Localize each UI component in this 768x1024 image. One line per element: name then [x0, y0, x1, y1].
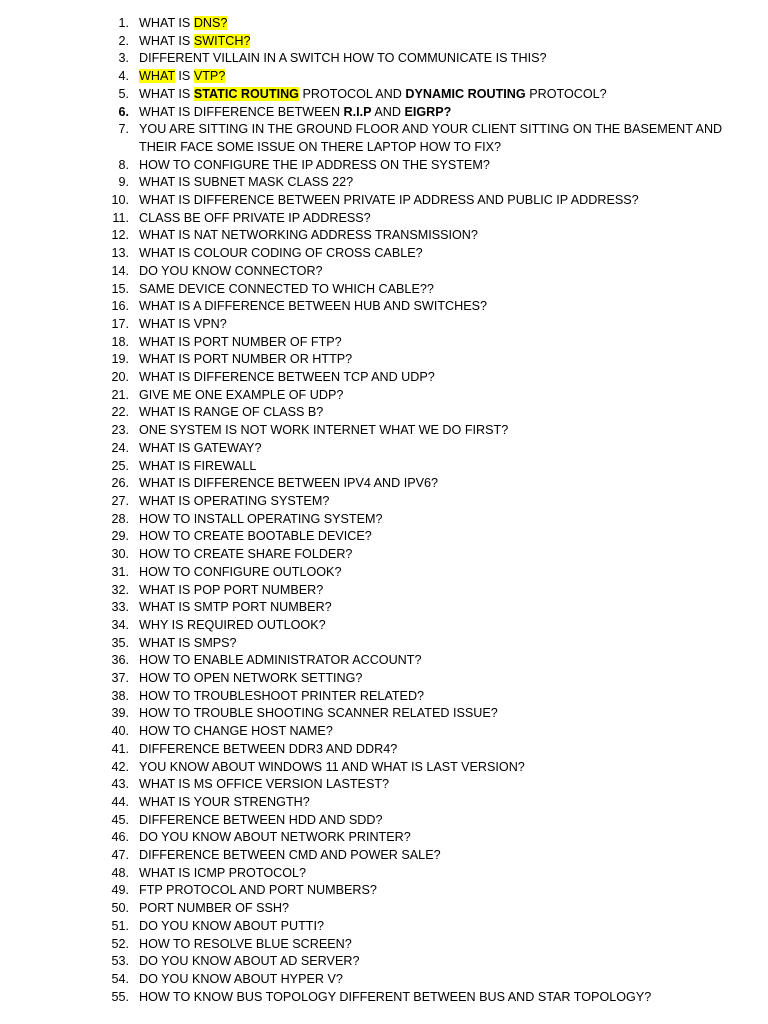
question-item — [109, 688, 759, 706]
question-text — [139, 618, 326, 632]
question-text — [139, 689, 424, 703]
question-text — [139, 529, 372, 543]
question-number: 48. — [111, 865, 129, 880]
question-text-segment: DIFFERENCE BETWEEN DDR3 AND DDR4? — [139, 741, 398, 756]
question-list — [109, 15, 759, 1006]
question-text — [139, 813, 383, 827]
question-item — [109, 776, 759, 794]
question-text-segment: HOW TO TROUBLE SHOOTING SCANNER RELATED ISSUE? — [139, 706, 498, 721]
question-number: 3. — [118, 51, 129, 66]
question-number: 5. — [118, 86, 129, 101]
question-number: 40. — [111, 724, 129, 739]
question-item — [109, 15, 759, 33]
question-text-segment: WHAT IS VPN? — [139, 316, 227, 331]
question-item — [109, 900, 759, 918]
question-number: 38. — [111, 688, 129, 703]
question-text — [139, 264, 323, 278]
question-number: 31. — [111, 564, 129, 579]
question-text — [139, 175, 353, 189]
question-text-segment: WHAT IS — [139, 16, 194, 30]
question-number: 36. — [111, 653, 129, 668]
question-number: 27. — [111, 493, 129, 508]
question-item — [109, 404, 759, 422]
question-text-segment: DIFFERENCE BETWEEN CMD AND POWER SALE? — [139, 848, 441, 863]
question-text — [139, 282, 434, 296]
question-text-segment: PROTOCOL AND — [298, 86, 406, 101]
question-text-segment: FTP PROTOCOL AND PORT NUMBERS? — [139, 883, 377, 898]
question-number: 35. — [111, 635, 129, 650]
question-item — [109, 157, 759, 175]
question-number: 49. — [111, 883, 129, 898]
question-text-segment: HOW TO RESOLVE BLUE SCREEN? — [139, 936, 352, 951]
question-text — [139, 370, 435, 384]
question-text — [139, 866, 306, 880]
question-text-segment: WHAT IS SMPS? — [139, 635, 237, 650]
question-item — [109, 564, 759, 582]
question-text — [139, 87, 607, 101]
question-item — [109, 599, 759, 617]
question-text-segment: WHY IS REQUIRED OUTLOOK? — [139, 617, 326, 632]
question-text — [139, 51, 546, 65]
bold-text: R.I.P — [343, 104, 372, 119]
question-number: 14. — [111, 263, 129, 278]
question-number: 41. — [111, 741, 129, 756]
question-text — [139, 671, 362, 685]
question-text — [139, 512, 383, 526]
question-text — [139, 972, 343, 986]
highlighted-text: STATIC ROUTING — [193, 86, 299, 101]
question-text — [139, 848, 441, 862]
question-item — [109, 387, 759, 405]
question-number: 30. — [111, 547, 129, 562]
question-item — [109, 847, 759, 865]
question-item — [109, 458, 759, 476]
question-text-segment: GIVE ME ONE EXAMPLE OF UDP? — [139, 387, 344, 402]
question-number: 32. — [111, 582, 129, 597]
question-number: 16. — [111, 299, 129, 314]
question-item — [109, 528, 759, 546]
question-text — [139, 636, 237, 650]
question-number: 50. — [111, 901, 129, 916]
question-item — [109, 316, 759, 334]
question-item — [109, 351, 759, 369]
question-number: 4. — [118, 69, 129, 84]
question-number: 29. — [111, 529, 129, 544]
question-text — [139, 547, 352, 561]
question-item — [109, 812, 759, 830]
question-text — [139, 228, 478, 242]
bold-text: EIGRP? — [404, 104, 452, 119]
question-number: 34. — [111, 617, 129, 632]
question-text-segment: WHAT IS A DIFFERENCE BETWEEN HUB AND SWITCHES? — [139, 299, 488, 314]
question-number: 43. — [111, 777, 129, 792]
question-item — [109, 440, 759, 458]
question-item — [109, 281, 759, 299]
question-text — [139, 706, 498, 720]
question-number: 2. — [118, 33, 129, 48]
question-text-segment: WHAT IS PORT NUMBER OR HTTP? — [139, 352, 353, 367]
question-text-segment: WHAT IS OPERATING SYSTEM? — [139, 493, 330, 508]
question-item — [109, 794, 759, 812]
question-text — [139, 246, 423, 260]
question-item — [109, 263, 759, 281]
question-item — [109, 882, 759, 900]
question-item — [109, 422, 759, 440]
question-item — [109, 953, 759, 971]
question-text — [139, 441, 261, 455]
question-number: 1. — [118, 16, 129, 30]
question-item — [109, 759, 759, 777]
question-text-segment: WHAT IS DIFFERENCE BETWEEN PRIVATE IP ADDRESS AND PUBLIC IP ADDRESS? — [139, 193, 639, 208]
question-text-segment: YOU ARE SITTING IN THE GROUND FLOOR AND YOUR CLIENT SITTING ON THE BASEMENT AND THEIR FACE SOME ISSUE ON THERE LAPTOP HOW TO FIX? — [139, 122, 723, 154]
question-number: 23. — [111, 423, 129, 438]
question-number: 20. — [111, 370, 129, 385]
question-number: 53. — [111, 954, 129, 969]
question-item — [109, 192, 759, 210]
question-text-segment: WHAT IS YOUR STRENGTH? — [139, 794, 310, 809]
question-item — [109, 511, 759, 529]
question-item — [109, 121, 759, 156]
question-text — [139, 34, 250, 48]
question-item — [109, 369, 759, 387]
question-number: 9. — [118, 175, 129, 190]
question-text — [139, 919, 324, 933]
question-text-segment: ONE SYSTEM IS NOT WORK INTERNET WHAT WE DO FIRST? — [139, 423, 509, 438]
question-number: 52. — [111, 936, 129, 951]
question-item — [109, 652, 759, 670]
question-number: 26. — [111, 476, 129, 491]
question-text — [139, 883, 377, 897]
question-text — [139, 193, 639, 207]
question-text-segment: HOW TO CONFIGURE OUTLOOK? — [139, 564, 342, 579]
question-text-segment: HOW TO CHANGE HOST NAME? — [139, 724, 333, 739]
question-number: 18. — [111, 334, 129, 349]
highlighted-text: SWITCH? — [193, 33, 251, 48]
question-number: 15. — [111, 281, 129, 296]
question-text-segment: DO YOU KNOW CONNECTOR? — [139, 263, 323, 278]
question-item — [109, 334, 759, 352]
question-text — [139, 830, 411, 844]
question-item — [109, 298, 759, 316]
question-text-segment: DIFFERENCE BETWEEN HDD AND SDD? — [139, 812, 383, 827]
question-text — [139, 742, 397, 756]
question-text-segment: HOW TO CREATE BOOTABLE DEVICE? — [139, 529, 372, 544]
question-text-segment: HOW TO CREATE SHARE FOLDER? — [139, 547, 353, 562]
question-number: 13. — [111, 246, 129, 261]
question-item — [109, 86, 759, 104]
question-text-segment: PORT NUMBER OF SSH? — [139, 901, 289, 916]
question-text-segment: WHAT IS FIREWALL — [139, 458, 257, 473]
question-text — [139, 211, 371, 225]
question-item — [109, 617, 759, 635]
question-text — [139, 335, 342, 349]
question-number: 6. — [118, 104, 129, 119]
question-text-segment: SAME DEVICE CONNECTED TO WHICH CABLE?? — [139, 281, 434, 296]
question-text — [139, 317, 227, 331]
question-text-segment: WHAT IS COLOUR CODING OF CROSS CABLE? — [139, 246, 423, 261]
question-number: 45. — [111, 812, 129, 827]
question-number: 7. — [118, 122, 129, 137]
question-text-segment: HOW TO OPEN NETWORK SETTING? — [139, 671, 363, 686]
question-item — [109, 918, 759, 936]
question-item — [109, 741, 759, 759]
question-text — [139, 937, 352, 951]
question-number: 24. — [111, 440, 129, 455]
question-number: 8. — [118, 157, 129, 172]
question-text-segment: WHAT IS DIFFERENCE BETWEEN TCP AND UDP? — [139, 370, 435, 385]
question-text — [139, 105, 451, 119]
question-text — [139, 69, 225, 83]
question-item — [109, 829, 759, 847]
question-text — [139, 405, 323, 419]
question-number: 51. — [111, 918, 129, 933]
question-number: 33. — [111, 600, 129, 615]
question-text — [139, 423, 508, 437]
question-item — [109, 493, 759, 511]
question-text-segment: WHAT IS — [139, 86, 194, 101]
question-number: 47. — [111, 848, 129, 863]
question-number: 44. — [111, 794, 129, 809]
question-text — [139, 459, 256, 473]
question-text-segment: WHAT IS POP PORT NUMBER? — [139, 582, 324, 597]
question-text — [139, 954, 359, 968]
question-text — [139, 583, 323, 597]
question-text — [139, 565, 341, 579]
question-number: 39. — [111, 706, 129, 721]
question-text-segment: HOW TO ENABLE ADMINISTRATOR ACCOUNT? — [139, 653, 422, 668]
question-text-segment: WHAT IS DIFFERENCE BETWEEN — [139, 104, 344, 119]
question-text-segment: YOU KNOW ABOUT WINDOWS 11 AND WHAT IS LAST VERSION? — [139, 759, 525, 774]
question-text — [139, 653, 421, 667]
question-text-segment: DO YOU KNOW ABOUT AD SERVER? — [139, 954, 360, 969]
question-number: 46. — [111, 830, 129, 845]
question-text-segment: HOW TO KNOW BUS TOPOLOGY DIFFERENT BETWEEN BUS AND STAR TOPOLOGY? — [139, 989, 652, 1004]
question-text-segment: CLASS BE OFF PRIVATE IP ADDRESS? — [139, 210, 371, 225]
question-text-segment: PROTOCOL? — [525, 86, 607, 101]
question-number: 21. — [111, 387, 129, 402]
question-text-segment: HOW TO TROUBLESHOOT PRINTER RELATED? — [139, 688, 425, 703]
question-text-segment: WHAT IS MS OFFICE VERSION LASTEST? — [139, 777, 390, 792]
question-number: 12. — [111, 228, 129, 243]
question-text-segment: AND — [371, 104, 405, 119]
question-item — [109, 865, 759, 883]
question-number: 11. — [112, 210, 129, 225]
question-item — [109, 635, 759, 653]
question-text-segment: DO YOU KNOW ABOUT HYPER V? — [139, 971, 343, 986]
question-item — [109, 50, 759, 68]
question-item — [109, 582, 759, 600]
question-item — [109, 174, 759, 192]
question-text-segment: HOW TO INSTALL OPERATING SYSTEM? — [139, 511, 383, 526]
question-number: 10. — [111, 193, 129, 208]
question-item — [109, 210, 759, 228]
question-text — [139, 476, 438, 490]
question-number: 17. — [111, 316, 129, 331]
question-item — [109, 670, 759, 688]
question-text — [139, 760, 525, 774]
question-number: 37. — [111, 671, 129, 686]
highlighted-text: VTP? — [193, 69, 226, 84]
question-item — [109, 723, 759, 741]
question-text-segment: DO YOU KNOW ABOUT PUTTI? — [139, 918, 324, 933]
question-text — [139, 158, 490, 172]
question-text — [139, 724, 333, 738]
question-number: 25. — [111, 458, 129, 473]
question-text — [139, 777, 389, 791]
question-text-segment: WHAT IS RANGE OF CLASS B? — [139, 405, 324, 420]
question-number: 55. — [111, 989, 129, 1004]
question-number: 54. — [111, 971, 129, 986]
question-text — [139, 352, 352, 366]
question-item — [109, 68, 759, 86]
question-text — [139, 795, 310, 809]
question-text-segment: WHAT IS GATEWAY? — [139, 440, 262, 455]
question-text-segment: WHAT IS PORT NUMBER OF FTP? — [139, 334, 342, 349]
question-text-segment: WHAT IS DIFFERENCE BETWEEN IPV4 AND IPV6? — [139, 476, 439, 491]
bold-text: DYNAMIC ROUTING — [405, 86, 526, 101]
question-item — [109, 475, 759, 493]
question-item — [109, 104, 759, 122]
question-text-segment: WHAT IS SUBNET MASK CLASS 22? — [139, 175, 354, 190]
question-text — [139, 122, 722, 154]
question-text — [139, 299, 487, 313]
question-item — [109, 971, 759, 989]
question-text — [139, 16, 227, 30]
question-number: 22. — [111, 405, 129, 420]
question-text — [139, 901, 289, 915]
question-item — [109, 227, 759, 245]
question-text-segment: IS — [174, 69, 194, 84]
question-text — [139, 990, 651, 1004]
question-text-segment: WHAT IS — [139, 33, 194, 48]
question-text-segment: DO YOU KNOW ABOUT NETWORK PRINTER? — [139, 830, 411, 845]
question-text — [139, 494, 329, 508]
question-text-segment: WHAT IS SMTP PORT NUMBER? — [139, 600, 332, 615]
question-item — [109, 936, 759, 954]
question-item — [109, 245, 759, 263]
question-item — [109, 546, 759, 564]
question-text-segment: DIFFERENT VILLAIN IN A SWITCH HOW TO COMMUNICATE IS THIS? — [139, 51, 547, 66]
question-number: 19. — [111, 352, 129, 367]
highlighted-text: DNS? — [193, 16, 228, 30]
question-item — [109, 989, 759, 1007]
question-text-segment: WHAT IS NAT NETWORKING ADDRESS TRANSMISSION? — [139, 228, 478, 243]
question-number: 28. — [111, 511, 129, 526]
question-text — [139, 600, 332, 614]
question-text-segment: HOW TO CONFIGURE THE IP ADDRESS ON THE SYSTEM? — [139, 157, 490, 172]
highlighted-text: WHAT — [139, 69, 175, 84]
question-item — [109, 33, 759, 51]
question-text — [139, 388, 343, 402]
question-text-segment: WHAT IS ICMP PROTOCOL? — [139, 865, 307, 880]
question-item — [109, 705, 759, 723]
question-number: 42. — [111, 759, 129, 774]
